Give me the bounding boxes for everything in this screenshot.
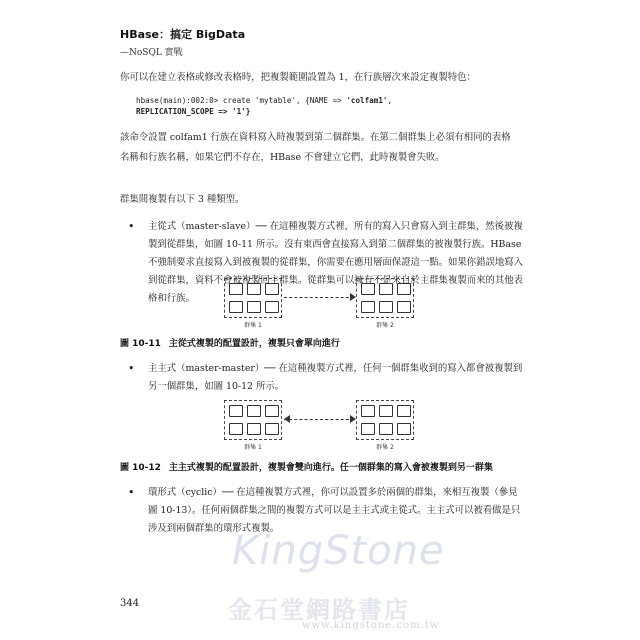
region-cell — [229, 405, 243, 417]
figure-10-11-diagram — [224, 278, 414, 330]
bullet-text: 主主式（master-master）── 在這種複製方式裡，任何一個群集收到的寫入都會被複製到另一個群集，如圖 10-12 所示。 — [148, 363, 523, 392]
cluster-2-label: 群集 2 — [376, 444, 394, 451]
watermark-name: 金石堂網路書店 — [228, 595, 410, 624]
region-cell — [397, 405, 411, 417]
region-cell — [379, 301, 393, 313]
bullet-text: 主從式（master-slave）── 在這種複製方式裡，所有的寫入只會寫入到主群集，然後被複製到從群集，如圖 10-11 所示。沒有東西會直接寫入到第二個群集的被複製行族。HBase 不強制要求直接寫入到被複製的從群集，你需要在應用層面保證這一點。如果你錯誤地寫入到從群集，資料不會被複製回主群集。從群集可以擁有不是來自於主群集複製而來的其他表格和行族。 — [148, 221, 524, 304]
caption-number: 圖 10-11 — [120, 339, 161, 349]
figure-10-11-caption — [120, 336, 340, 349]
code-line1-suffix: , — [387, 96, 393, 105]
region-cell — [265, 283, 279, 295]
region-cell — [229, 423, 243, 435]
figure-10-12-diagram — [224, 400, 414, 452]
caption-text: 主從式複製的配置設計，複製只會單向進行 — [168, 339, 340, 349]
cluster-1-label: 群集 1 — [244, 444, 262, 451]
book-subtitle: —NoSQL 實戰 — [120, 48, 183, 58]
region-cell — [397, 423, 411, 435]
region-cell — [361, 423, 375, 435]
arrow-left-icon — [284, 415, 290, 423]
watermark-url: www.kingstone.com.tw — [302, 620, 440, 631]
cluster-2-label: 群集 2 — [376, 322, 394, 329]
caption-text: 主主式複製的配置設計，複製會雙向進行。任一個群集的寫入會被複製到另一群集 — [168, 463, 493, 473]
code-line1-prefix: hbase(main):002:0> create 'mytable', {NAME => — [136, 96, 347, 105]
region-cell — [247, 301, 261, 313]
intro-paragraph: 你可以在建立表格或修改表格時，把複製範圍設置為 1，在行族層次來設定複製特色： — [120, 72, 476, 83]
watermark-brand: KingStone — [232, 528, 445, 574]
caption-number: 圖 10-12 — [120, 463, 161, 473]
arrow-line — [284, 419, 354, 420]
region-cell — [229, 283, 243, 295]
region-cell — [247, 423, 261, 435]
region-cell — [379, 405, 393, 417]
paragraph-1: 該命令設置 colfam1 行族在資料寫入時複製到第二個群集。在第二個群集上必須有相同的表格名稱和行族名稱，如果它們不存在，HBase 不會建立它們，此時複製會失敗。 — [120, 132, 511, 163]
running-header — [120, 26, 245, 58]
cluster-1-label: 群集 1 — [244, 322, 262, 329]
book-title: HBase：搞定 BigData — [120, 28, 246, 41]
cluster-box — [356, 278, 414, 318]
cluster-box — [356, 400, 414, 440]
region-cell — [361, 301, 375, 313]
figure-10-12-caption — [120, 460, 493, 473]
region-cell — [247, 405, 261, 417]
region-cell — [265, 423, 279, 435]
cluster-box — [224, 278, 282, 318]
region-cell — [265, 301, 279, 313]
region-cell — [229, 301, 243, 313]
region-cell — [379, 283, 393, 295]
code-line1-bold: 'colfam1' — [346, 96, 388, 105]
bullet-master-master — [128, 360, 523, 396]
region-cell — [361, 283, 375, 295]
bullet-text: 環形式（cyclic）── 在這種複製方式裡，你可以設置多於兩個的群集，來相互複製（參見圖 10-13）。任何兩個群集之間的複製方式可以是主主式或主從式。主主式可以被看做是只涉及到兩個群集的環形式複製。 — [148, 487, 521, 534]
bullet-dot: • — [128, 362, 135, 375]
page-number: 344 — [120, 598, 140, 609]
bullet-dot: • — [128, 220, 135, 233]
region-cell — [247, 283, 261, 295]
region-cell — [379, 423, 393, 435]
paragraph-2: 群集間複製有以下 3 種類型。 — [120, 194, 245, 205]
code-line2: REPLICATION_SCOPE => '1'} — [136, 107, 251, 116]
bullet-dot: • — [128, 486, 135, 499]
arrow-line — [284, 297, 354, 298]
region-cell — [397, 283, 411, 295]
code-block — [136, 95, 392, 117]
region-cell — [361, 405, 375, 417]
region-cell — [397, 301, 411, 313]
cluster-box — [224, 400, 282, 440]
region-cell — [265, 405, 279, 417]
